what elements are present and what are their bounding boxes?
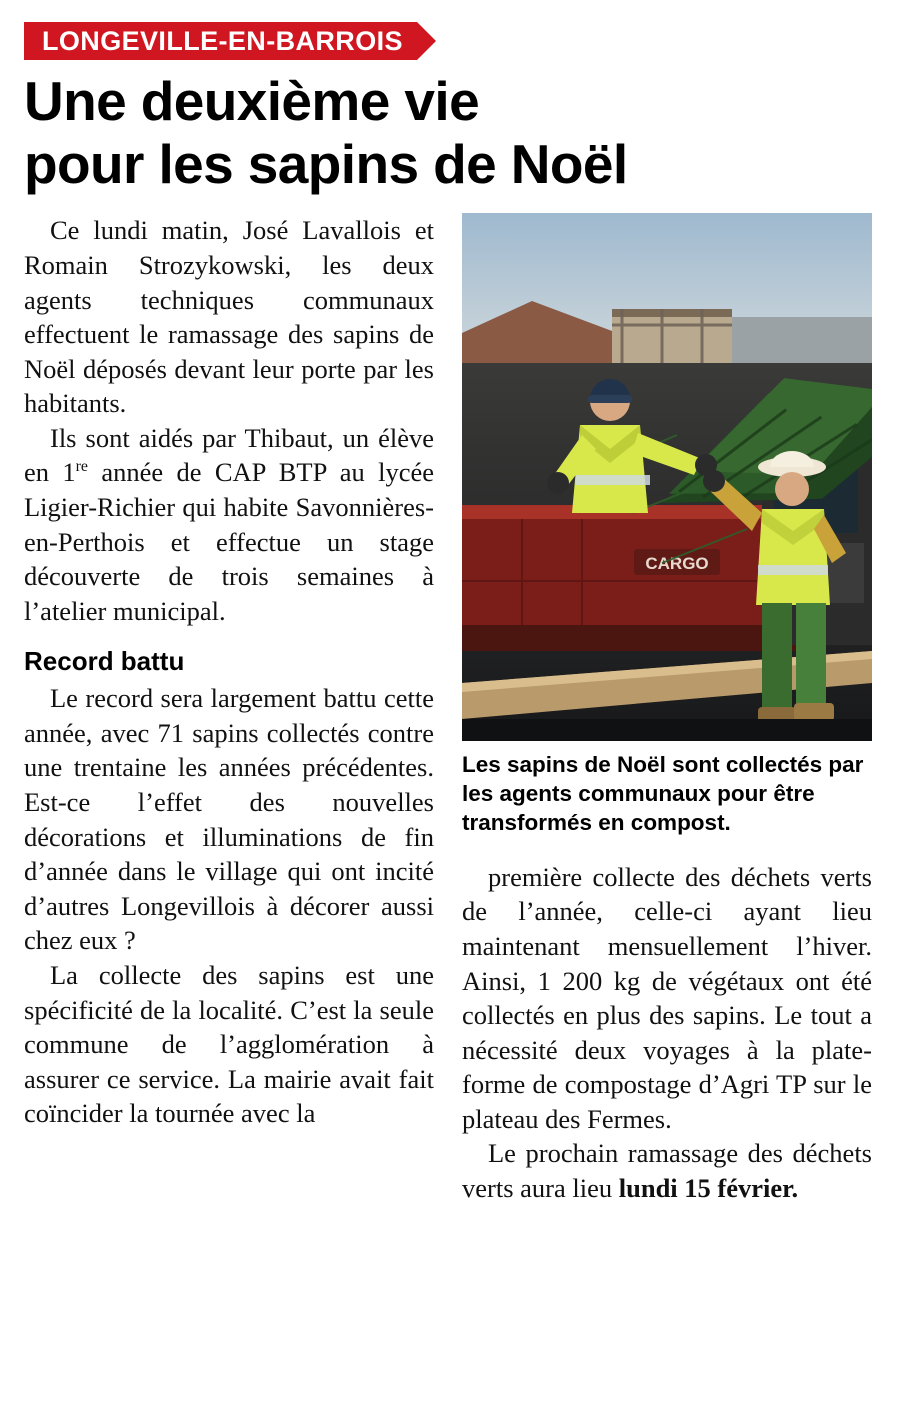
ordinal-suffix: re: [75, 458, 88, 476]
paragraph-text-plain: Le prochain ramassage des déchets verts aura lieu: [462, 1138, 872, 1203]
paragraph: première collecte des déchets verts de l’année, celle-ci ayant lieu maintenant mensuellement l’hiver. Ainsi, 1 200 kg de végétaux ont été collectés en plus des sapins. Le tout a nécessité deux voyages à la plate-forme de compostage d’Agri TP sur le plateau des Fermes.: [462, 861, 872, 1134]
page-title: [24, 70, 896, 195]
paragraph-text-bold: lundi 15 février.: [618, 1172, 799, 1203]
photo-caption: Les sapins de Noël sont collectés par les agents communaux pour être transformés en compost.: [462, 752, 864, 835]
article-columns: [24, 213, 896, 1205]
paragraph: [462, 1136, 872, 1205]
truck-text: CARGO: [645, 554, 709, 574]
photo-sapins-collecte: [462, 213, 872, 741]
paragraph: Le record sera largement battu cette année, avec 71 sapins collectés contre une trentaine les années précédentes. Est-ce l’effet des nouvelles décorations et illuminations de fin d’année dans le village qui ont incité d’autres Longevillois à décorer aussi chez eux ?: [24, 683, 434, 956]
paragraph: La collecte des sapins est une spécificité de la localité. C’est la seule commune de l’agglomération à assurer ce service. La mairie avait fait coïncider la tournée avec la: [24, 959, 434, 1129]
right-column: [462, 213, 872, 1205]
locality-kicker-label: LONGEVILLE-EN-BARROIS: [24, 22, 417, 60]
paragraph: [24, 421, 434, 628]
left-column: [24, 213, 434, 1130]
headline-line-2: pour les sapins de Noël: [24, 132, 628, 195]
paragraph: Ce lundi matin, José Lavallois et Romain Strozykowski, les deux agents techniques communaux effectuent le ramassage des sapins de Noël déposés devant leur porte par les habitants.: [24, 215, 434, 419]
headline-line-1: Une deuxième vie: [24, 70, 480, 132]
paragraph-text: Ils sont aidés par Thibaut, un élève en 1re année de CAP BTP au lycée Ligier-Richier qui habite Savonnières-en-Perthois et effectue un stage découverte de trois semaines à l’atelier municipal.: [24, 422, 434, 626]
locality-banner: [24, 22, 896, 60]
photo-illustration: [462, 213, 872, 741]
section-subhead: Record battu: [24, 646, 185, 677]
